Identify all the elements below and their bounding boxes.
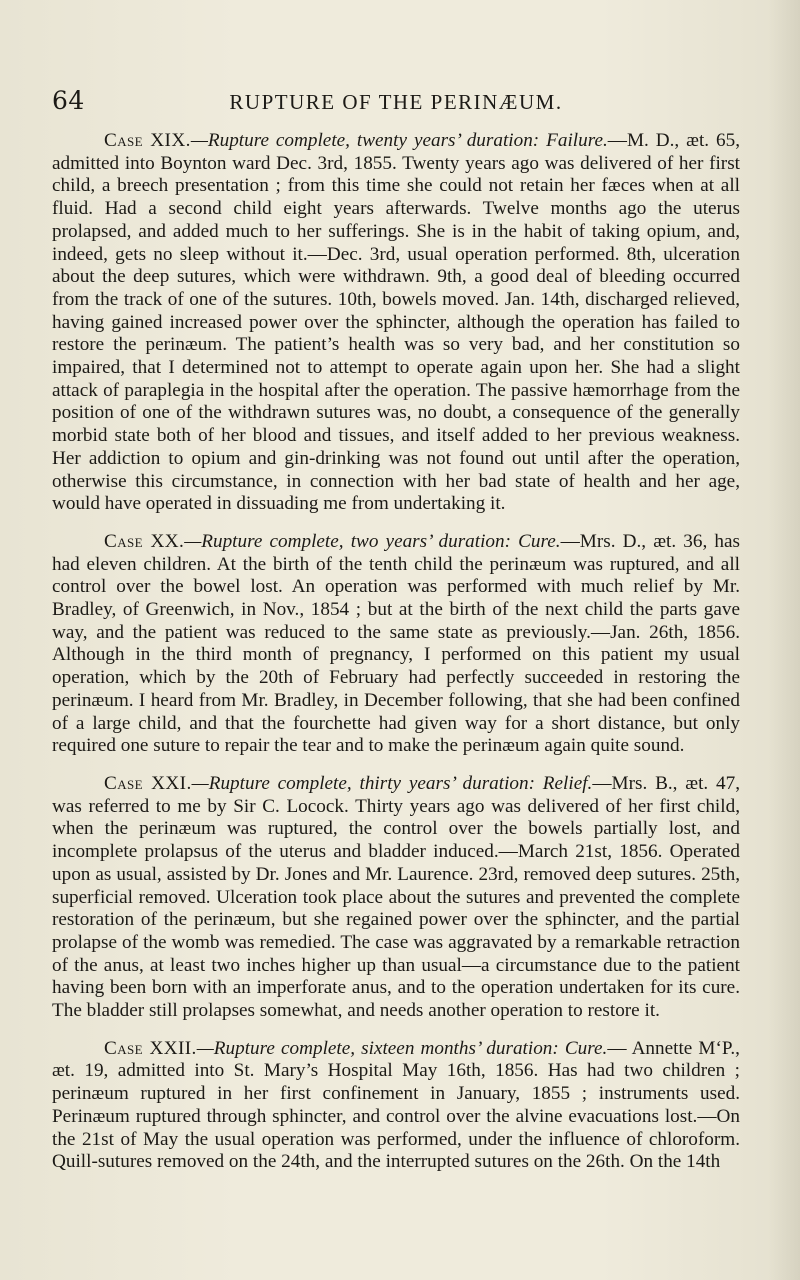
case-paragraph xyxy=(52,531,740,758)
case-text: —Mrs. B., æt. 47, was referred to me by Sir C. Locock. Thirty years ago was delivered of her first child, when the perinæum was ruptured, the control over the bowels partially lost, and incomplete prolapsus of the uterus and bladder induced.—March 21st, 1856. Operated upon as usual, assisted by Dr. Jones and Mr. Laurence. 23rd, removed deep sutures. 25th, superficial removed. Ulceration took place about the sutures and prevented the complete restoration of the perinæum, but she regained power over the sphincter, and the partial prolapse of the womb was remedied. The case was aggravated by a remarkable retraction of the anus, at least two inches higher up than usual—a circumstance due to the patient having been born with an imperforate anus, and to the operation undertaken for its cure. The bladder still prolapses somewhat, and needs another operation to restore it. xyxy=(52,772,740,1022)
case-title: —Rupture complete, twenty years’ duration: Failure. xyxy=(190,130,608,151)
running-head: RUPTURE OF THE PERINÆUM. xyxy=(229,90,563,114)
page-number: 64 xyxy=(52,86,85,115)
case-title: —Rupture complete, sixteen months’ duration: Cure. xyxy=(196,1037,608,1059)
case-title: —Rupture complete, thirty years’ duration: Relief. xyxy=(191,772,593,794)
case-paragraph xyxy=(52,773,740,1023)
case-label: Case XIX. xyxy=(104,130,191,151)
case-text: —M. D., æt. 65, admitted into Boynton ward Dec. 3rd, 1855. Twenty years ago was delivered of her first child, a breech presentation ; from this time she could not retain her fæces when at all fluid. Had a second child eight years afterwards. Twelve months ago the uterus prolapsed, and added much to her sufferings. She is in the habit of taking opium, and, indeed, gets no sleep without it.—Dec. 3rd, usual operation performed. 8th, ulceration about the deep sutures, which were withdrawn. 9th, a good deal of bleeding occurred from the track of one of the sutures. 10th, bowels moved. Jan. 14th, discharged relieved, having gained increased power over the sphincter, although the operation has failed to restore the perinæum. The patient’s health was so very bad, and her constitution so impaired, that I determined not to attempt to operate again upon her. She had a slight attack of paraplegia in the hospital after the operation. The passive hæmorrhage from the position of one of the withdrawn sutures was, no doubt, a consequence of the generally morbid state both of her blood and tissues, and itself added to her previous weakness. Her addiction to opium and gin-drinking was not found out until after the operation, otherwise this circumstance, in connection with her bad state of health and her age, would have operated in dissuading me from undertaking it. xyxy=(52,130,741,515)
page-header xyxy=(52,86,740,126)
case-label: Case XX. xyxy=(104,530,185,552)
case-label: Case XXII. xyxy=(104,1037,197,1059)
body-text xyxy=(52,130,740,1189)
case-text: —Mrs. D., æt. 36, has had eleven children. At the birth of the tenth child the perinæum was ruptured, and all control over the bowel lost. An operation was performed with much relief by Mr. Bradley, of Greenwich, in Nov., 1854 ; but at the birth of the next child the parts gave way, and the patient was reduced to the same state as previously.—Jan. 26th, 1856. Although in the third month of pregnancy, I performed on this patient my usual operation, which by the 20th of February had perfectly succeeded in restoring the perinæum. I heard from Mr. Bradley, in December following, that she had been confined of a large child, and that the fourchette had given way for a short distance, but only required one suture to repair the tear and to make the perinæum again quite sound. xyxy=(52,530,740,757)
case-title: —Rupture complete, two years’ duration: Cure. xyxy=(184,530,561,552)
case-text: — Annette M‘P., æt. 19, admitted into St. Mary’s Hospital May 16th, 1856. Has had two children ; perinæum ruptured in her first confinement in January, 1855 ; instruments used. Perinæum ruptured through sphincter, and control over the alvine evacuations lost.—On the 21st of May the usual operation was performed, under the influence of chloroform. Quill-sutures removed on the 24th, and the interrupted sutures on the 26th. On the 14th xyxy=(52,1037,740,1173)
case-paragraph xyxy=(52,1038,740,1174)
case-paragraph xyxy=(52,130,740,516)
case-label: Case XXI. xyxy=(104,772,192,794)
